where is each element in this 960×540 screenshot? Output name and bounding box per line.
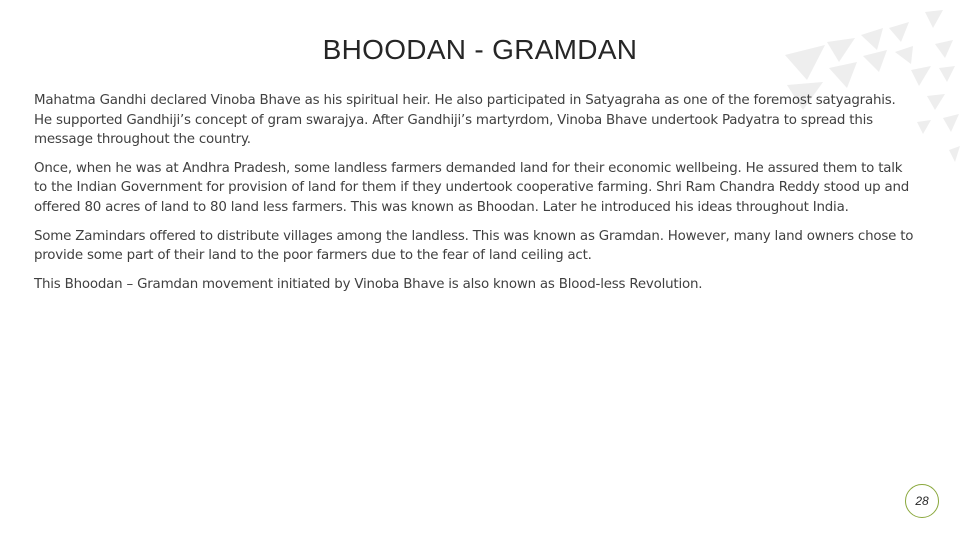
paragraph-gandhi: Mahatma Gandhi declared Vinoba Bhave as his spiritual heir. He also participated in Satyagraha as one of the foremost satyagrahis. He supported Gandhiji’s concept of gram swarajya. After Gandhiji’s martyrdom, Vinoba Bhave undertook Padyatra to spread this message throughout the country.: [34, 93, 896, 148]
slide-title: BHOODAN - GRAMDAN: [322, 34, 638, 65]
decor-triangle: [927, 94, 945, 110]
decor-triangle: [925, 10, 943, 28]
paragraph-bloodless-revolution: This Bhoodan – Gramdan movement initiated by Vinoba Bhave is also known as Blood-less Revolution.: [34, 276, 703, 292]
page-number-badge: 28: [905, 484, 939, 518]
decor-triangle: [943, 114, 959, 132]
decor-triangle: [949, 146, 960, 162]
paragraph-andhra-pradesh: Once, when he was at Andhra Pradesh, some landless farmers demanded land for their economic wellbeing. He assured them to talk to the Indian Government for provision of land for them if they undertook cooperative farming. Shri Ram Chandra Reddy stood up and offered 80 acres of land to 80 land less farmers. This was known as Bhoodan. Later he introduced his ideas throughout India.: [34, 160, 910, 215]
slide-body: [34, 91, 914, 303]
decor-triangle: [917, 120, 931, 134]
paragraph-zamindars: Some Zamindars offered to distribute villages among the landless. This was known as Gramdan. However, many land owners chose to provide some part of their land to the poor farmers due to the fear of land ceiling act.: [34, 228, 914, 264]
